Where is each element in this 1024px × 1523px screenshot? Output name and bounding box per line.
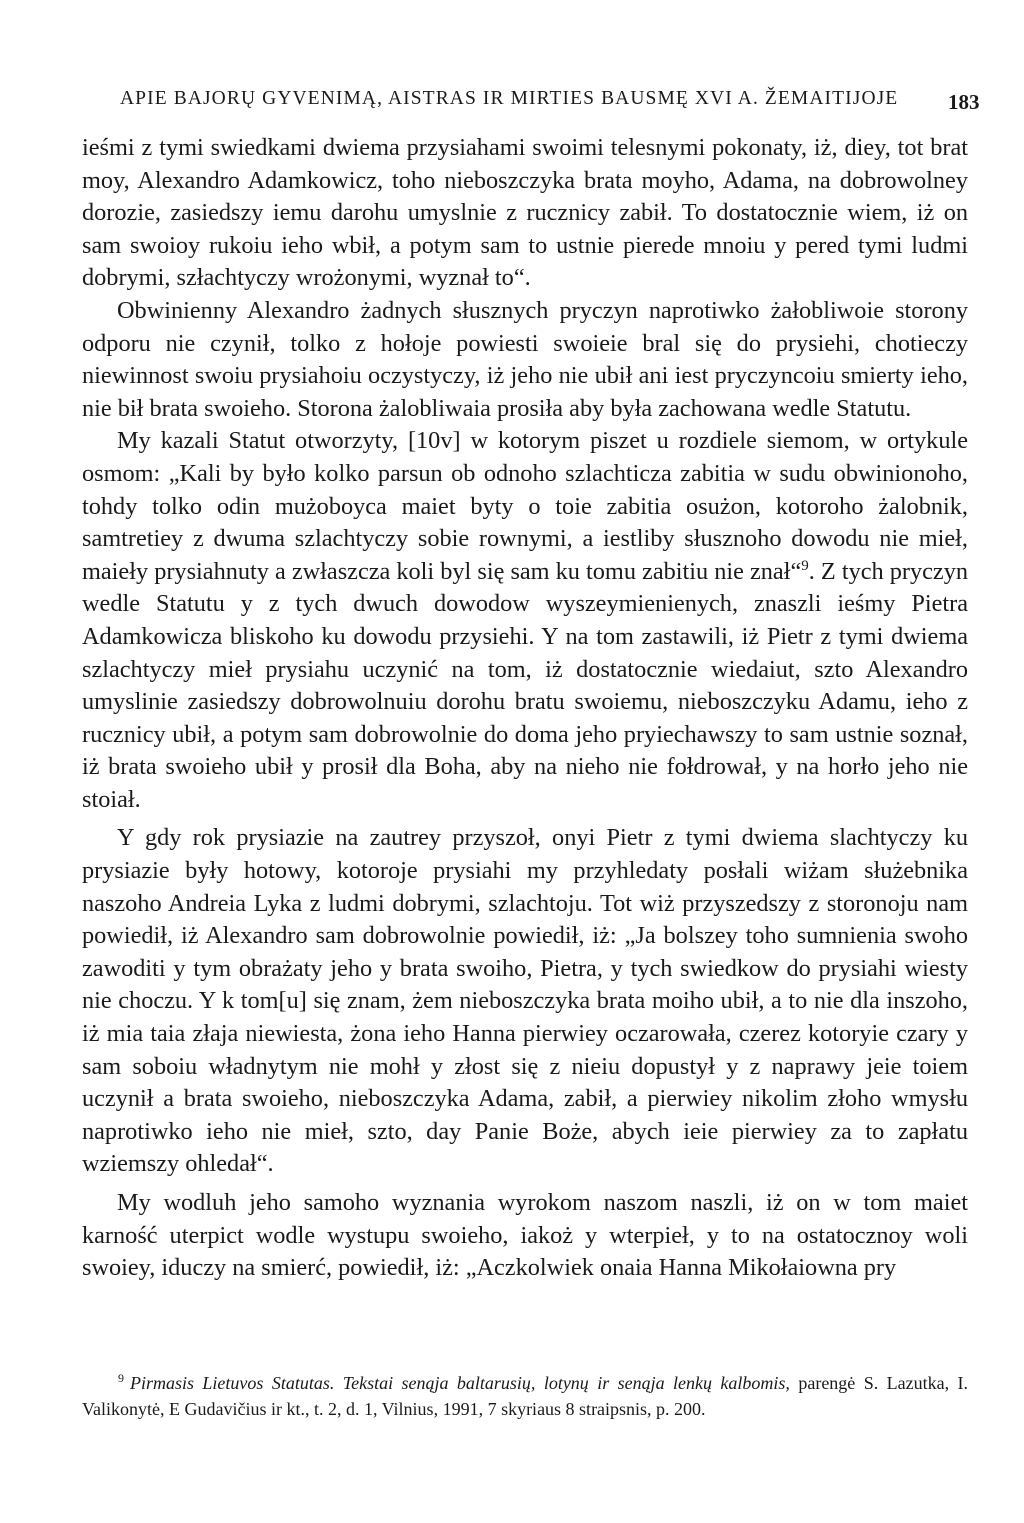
running-title: APIE BAJORŲ GYVENIMĄ, AISTRAS IR MIRTIES BAUSMĘ XVI A. ŽEMAITIJOJE xyxy=(120,88,899,109)
footnote-source-title: Pirmasis Lietuvos Statutas. Tekstai senąja baltarusių, lotynų ir senąja lenkų kalbomis, xyxy=(130,1373,790,1393)
footnote-reference: 9 xyxy=(801,557,809,574)
paragraph: Obwinienny Alexandro żadnych słusznych pryczyn naprotiwko żałobliwoie storony odporu nie czynił, tolko z hołoje powiesti swoieie bral się do prysiehi, chotieczy niewinnost swoiu prysiahoiu oczystyczy, iż jeho nie ubił ani iest pryczyncoiu smierty ieho, nie bił brata swoieho. Storona żalobliwaia prosiła aby była zachowana wedle Statutu. xyxy=(82,296,968,422)
paragraph: My wodluh jeho samoho wyznania wyrokom naszom naszli, iż on w tom maiet karność uterpict wodle wystupu swoieho, iakoż y wterpieł, y to na ostatocznoy woli swoiey, iduczy na smierć, powiedił, iż: „Aczkolwiek onaia Hanna Mikołaiowna pry xyxy=(82,1189,968,1282)
page-number: 183 xyxy=(948,90,980,114)
paragraph: Y gdy rok prysiazie na zautrey przyszoł, onyi Pietr z tymi dwiema slachtyczy ku prysiazie były hotowy, kotoroje prysiahi my przyhledaty posłali wiżam służebnika naszoho Andreia Lyka z ludmi dobrymi, szlachtoju. Tot wiż przyszedszy z storonoju nam powiedił, iż Alexandro sam dobrowolnie powiedił, iż: „Ja bolszey toho sumnienia swoho zawoditi y tym obrażaty jeho y brata swoiho, Pietra, y tych swiedkow do prysiahi wiesty nie choczu. Y k tom[u] się znam, żem nieboszczyka brata moiho ubił, a to nie dla inszoho, iż mia taia złaja niewiesta, żona ieho Hanna pierwiey oczarowała, czerez kotoryie czary y sam soboiu władnytym nie mohł y złost się z nieiu dopustył y z naprawy jeie toiem uczynił a brata swoieho, nieboszczyka Adama, zabił, a pierwiey nikolim złoho wmysłu naprotiwko ieho nie mieł, szto, day Panie Boże, abych ieie pierwiey za to zapłatu wziemszy ohledał“. xyxy=(82,824,968,1178)
paragraph-text: My kazali Statut otworzyty, [10v] w kotorym piszet u rozdiele siemom, w ortykule osmom: „Kali by było kolko parsun ob odnoho szlachticza zabitia w sudu obwinionoho, tohdy tolko odin mużoboyca maiet byty o toie zabitia osużon, kotoroho żalobnik, samtretiey z dwuma szlachtyczy sobie rownymi, a iestliby słusznoho dowodu nie mieł, maieły prysiahnuty a zwłaszcza koli byl się sam ku tomu zabitiu nie znał“ xyxy=(82,427,968,585)
paragraph-text: . Z tych pryczyn wedle Statutu y z tych dwuch dowodow wyszeymienienych, znaszli ieśmy Pietra Adamkowicza bliskoho ku dowodu przysiehi. Y na tom zastawili, iż Pietr z tymi dwiema szlachtyczy mieł prysiahu uczynić na tom, iż dostatocznie wiedaiut, szto Alexandro umyslinie zasiedszy dobrowolnuiu dorohu bratu swoiemu, nieboszczyku Adamu, ieho z rucznicy ubił, a potym sam dobrowolnie do doma jeho pryiechawszy to sam ustnie soznał, iż brata swoieho ubił y prosił dla Boha, aby na nieho nie fołdrował, y na horło jeho nie stoiał. xyxy=(82,557,968,813)
paragraph: ieśmi z tymi swiedkami dwiema przysiahami swoimi telesnymi pokonaty, iż, diey, tot brat moy, Alexandro Adamkowicz, toho nieboszczyka brata moyho, Adama, na dobrowolney dorozie, zasiedszy iemu darohu umyslnie z rucznicy zabił. To dostatocznie wiem, iż on sam swoioy rukoiu ieho wbił, a potym sam to ustnie pierede mnoiu y pered tymi ludmi dobrymi, szłachtyczy wrożonymi, wyznał to“. xyxy=(82,134,968,292)
body-text xyxy=(82,132,968,1285)
footnote-mark: 9 xyxy=(118,1371,124,1385)
paragraph xyxy=(82,425,968,816)
footnote-text: parengė S. Lazutka, I. Valikonytė, E Gudavičius ir kt., t. 2, d. 1, Vilnius, 1991, 7 skyriaus 8 straipsnis, p. 200. xyxy=(82,1373,968,1419)
footnote xyxy=(82,1370,968,1422)
